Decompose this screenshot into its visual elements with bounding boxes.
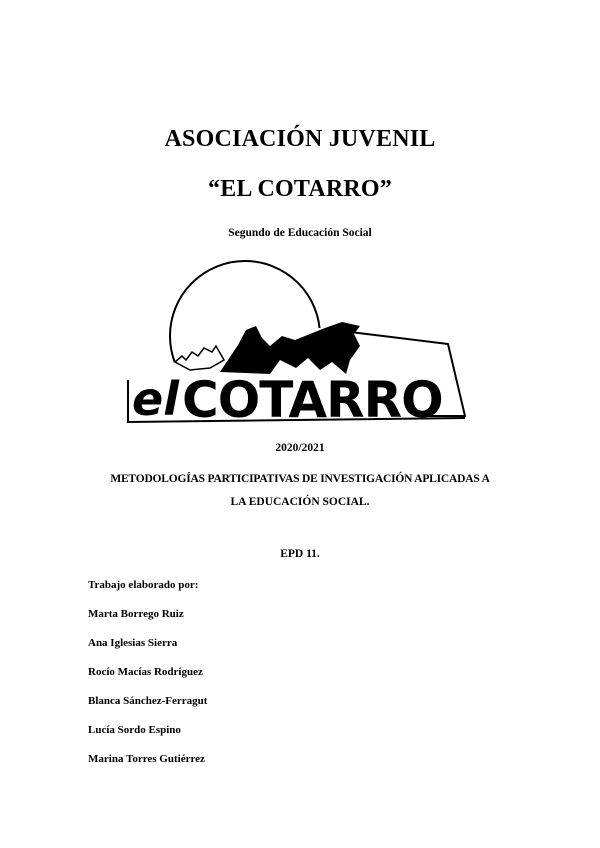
title-line-1: ASOCIACIÓN JUVENIL xyxy=(164,126,436,152)
course-title-line-2: LA EDUCACIÓN SOCIAL. xyxy=(230,496,370,508)
authors-block xyxy=(88,576,207,779)
academic-year: 2020/2021 xyxy=(275,442,325,454)
subtitle: Segundo de Educación Social xyxy=(228,227,372,239)
authors-heading: Trabajo elaborado por: xyxy=(88,579,199,591)
logo-text-cotarro: COTARRO xyxy=(182,371,443,429)
epd-number: EPD 11. xyxy=(280,548,320,560)
author-name: Marina Torres Gutiérrez xyxy=(88,753,205,765)
author-name: Lucía Sordo Espino xyxy=(88,724,181,736)
title-line-2: “EL COTARRO” xyxy=(208,176,392,202)
author-name: Rocío Macías Rodríguez xyxy=(88,666,203,678)
author-name: Marta Borrego Ruiz xyxy=(88,608,184,620)
author-name: Ana Iglesias Sierra xyxy=(88,637,178,649)
el-cotarro-logo xyxy=(120,250,480,430)
author-name: Blanca Sánchez-Ferragut xyxy=(88,695,208,707)
logo-text-el: el xyxy=(132,372,179,426)
course-title-line-1: METODOLOGÍAS PARTICIPATIVAS DE INVESTIGACIÓN APLICADAS A xyxy=(110,473,490,485)
